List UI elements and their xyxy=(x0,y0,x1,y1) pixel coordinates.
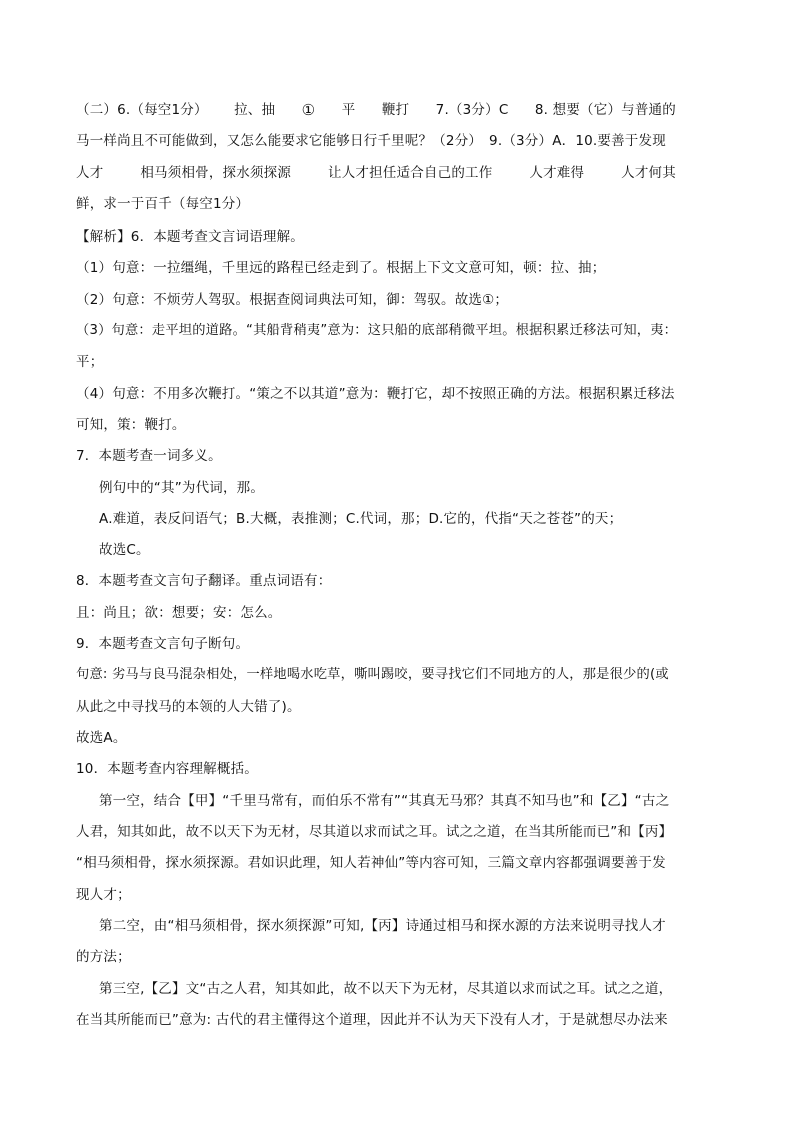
q10-line-1: 第一空，结合【甲】“千里马常有，而伯乐不常有”“其真无马邪？其真不知马也”和【乙】“古之 xyxy=(99,793,670,809)
q7-line-3: 故选C。 xyxy=(99,542,150,558)
q10-line-5: 第二空，由“相马须相骨，探水须探源”可知,【丙】诗通过相马和探水源的方法来说明寻找人才 xyxy=(99,918,666,934)
q10-line-2: 人君，知其如此，故不以天下为无材，尽其道以求而试之耳。试之之道，在当其所能而已”和【丙】 xyxy=(76,824,673,840)
q7-title: 7．本题考查一词多义。 xyxy=(76,448,222,464)
q7-line-1: 例句中的“其”为代词，那。 xyxy=(99,480,265,496)
answer-q6-blank-1: 拉、抽 xyxy=(234,102,276,118)
q10-line-3: “相马须相骨，探水须探源。君如识此理，知人若神仙”等内容可知，三篇文章内容都强调要善于发 xyxy=(76,855,666,871)
answer-line-1 xyxy=(76,100,676,120)
answer-q10-blank-2: 相马须相骨，探水须探源 xyxy=(140,165,292,181)
q6-item-3: （3）句意：走平坦的道路。“其船背稍夷”意为：这只船的底部稍微平坦。根据积累迁移法可知，夷： xyxy=(76,323,678,338)
analysis-header: 【解析】6．本题考查文言词语理解。 xyxy=(76,229,304,245)
answer-q10-blank-1a: 人才 xyxy=(76,165,104,181)
q10-line-8: 在当其所能而已”意为: 古代的君主懂得这个道理，因此并不认为天下没有人才，于是就想尽办法来 xyxy=(76,1012,668,1028)
q6-item-4-cont: 可知，策：鞭打。 xyxy=(76,417,186,433)
answer-q6-blank-4: 鞭打 xyxy=(381,102,410,118)
answer-line-3 xyxy=(76,163,676,183)
answer-line-4: 鲜，求一于百千（每空1分） xyxy=(76,196,250,212)
answer-q6-label: （二）6.（每空1分） xyxy=(76,102,208,118)
q10-title: 10．本题考查内容理解概括。 xyxy=(76,761,258,777)
q8-line-1: 且：尚且；欲：想要；安：怎么。 xyxy=(76,605,282,621)
q9-line-2: 从此之中寻找马的本领的人大错了)。 xyxy=(76,699,301,715)
answer-q6-blank-2: ① xyxy=(301,101,316,119)
q6-item-3-cont: 平； xyxy=(76,354,104,370)
q10-line-6: 的方法； xyxy=(76,949,131,965)
q10-line-7: 第三空,【乙】文“古之人君，知其如此，故不以天下为无材，尽其道以求而试之耳。试之之道， xyxy=(99,981,673,997)
q6-item-1: （1）句意：一拉缰绳，千里远的路程已经走到了。根据上下文文意可知，顿：拉、抽； xyxy=(76,260,606,276)
q8-title: 8．本题考查文言句子翻译。重点词语有： xyxy=(76,573,332,589)
q10-line-4: 现人才； xyxy=(76,887,131,903)
answer-q10-blank-4: 人才难得 xyxy=(529,165,585,181)
answer-q8-start: 8. 想要（它）与普通的 xyxy=(534,102,676,118)
answer-q6-blank-3: 平 xyxy=(341,102,356,118)
answer-q7: 7.（3分）C xyxy=(435,102,509,118)
q7-line-2: A.难道，表反问语气；B.大概，表推测；C.代词，那；D.它的，代指“天之苍苍”的天； xyxy=(99,511,623,527)
q6-item-4: （4）句意：不用多次鞭打。“策之不以其道”意为：鞭打它，却不按照正确的方法。根据积累迁移法 xyxy=(76,386,675,402)
answer-line-2: 马一样尚且不可能做到，又怎么能要求它能够日行千里呢？（2分） 9.（3分）A．10.要善于发现 xyxy=(76,133,666,149)
q9-title: 9．本题考查文言句子断句。 xyxy=(76,636,250,652)
answer-q10-blank-3: 让人才担任适合自己的工作 xyxy=(328,165,493,181)
q6-item-2: （2）句意：不烦劳人驾驭。根据查阅词典法可知，御：驾驭。故选①； xyxy=(76,292,509,308)
answer-q10-blank-5a: 人才何其 xyxy=(621,165,676,181)
q9-line-3: 故选A。 xyxy=(76,730,127,746)
q9-line-1: 句意: 劣马与良马混杂相处，一样地喝水吃草，嘶叫踢咬，要寻找它们不同地方的人，那是很少的(或 xyxy=(76,667,669,682)
